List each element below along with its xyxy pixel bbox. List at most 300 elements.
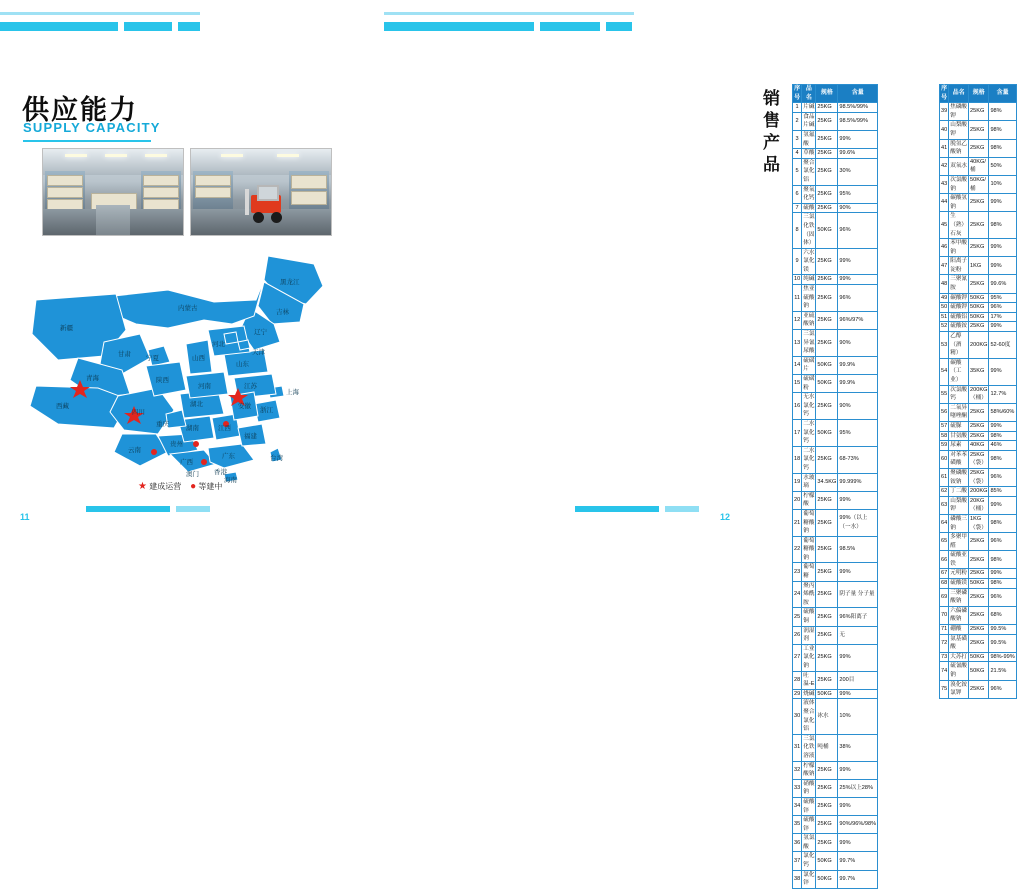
cell-name: 食品片碱 <box>802 112 816 130</box>
cell-content: 99%（以上（一水） <box>838 509 878 536</box>
cell-content: 96% <box>989 468 1016 486</box>
pallet-stack <box>291 175 327 189</box>
cell-name: 硫酸锌 <box>802 797 816 815</box>
map-legend <box>138 481 222 492</box>
product-table-right <box>939 84 1017 699</box>
map-label-sichuan: 四川 <box>132 408 145 416</box>
cell-spec: 25KG <box>969 103 989 121</box>
footer-decoration <box>176 506 210 512</box>
cell-index: 11 <box>793 285 802 312</box>
cell-index: 34 <box>793 797 802 815</box>
table-row <box>940 496 1017 514</box>
cell-content: 99% <box>838 248 878 275</box>
cell-name: 二水氯化钙 <box>802 446 816 473</box>
cell-index: 64 <box>940 514 949 532</box>
cell-spec: 25KG <box>816 185 838 203</box>
table-row <box>793 311 878 329</box>
cell-name: 水玻璃 <box>802 473 816 491</box>
map-label-liaoning: 辽宁 <box>254 328 267 336</box>
table-row <box>793 275 878 285</box>
cell-index: 66 <box>940 551 949 569</box>
col-spec: 规格 <box>969 85 989 103</box>
cell-spec: 50KG <box>816 375 838 393</box>
cell-content: 99% <box>989 569 1016 579</box>
pallet-stack <box>143 175 179 186</box>
cell-index: 48 <box>940 275 949 293</box>
cell-content: 99% <box>989 194 1016 212</box>
table-row <box>793 581 878 608</box>
table-row <box>940 275 1017 293</box>
cell-name: 大苏打 <box>949 652 969 662</box>
cell-spec: 25KG（袋） <box>969 468 989 486</box>
table-row <box>940 551 1017 569</box>
col-content: 含量 <box>838 85 878 103</box>
wheel <box>253 212 264 223</box>
cell-content: 99% <box>838 797 878 815</box>
cell-content: 98% <box>989 514 1016 532</box>
lamp-icon <box>65 154 87 157</box>
page-title: 供应能力 <box>22 95 138 125</box>
cell-index: 35 <box>793 816 802 834</box>
cell-name: 硫磺片 <box>802 356 816 374</box>
table-row <box>793 779 878 797</box>
pallet-stack <box>47 187 83 198</box>
table-row <box>793 248 878 275</box>
map-label-gansu: 甘肃 <box>118 350 131 358</box>
cell-index: 69 <box>940 588 949 606</box>
cell-spec: 25KG <box>816 797 838 815</box>
title-underline <box>23 140 151 142</box>
col-spec: 规格 <box>816 85 838 103</box>
table-row <box>793 626 878 644</box>
map-label-jiangxi: 江西 <box>218 424 231 432</box>
cell-spec: 50KG <box>969 652 989 662</box>
cell-content: 99.7% <box>838 852 878 870</box>
cell-name: 葡萄糖 <box>802 563 816 581</box>
cell-index: 19 <box>793 473 802 491</box>
table-row <box>940 293 1017 303</box>
pallet-stack <box>195 175 231 186</box>
table-row <box>793 834 878 852</box>
table-row <box>940 514 1017 532</box>
cell-index: 21 <box>793 509 802 536</box>
map-label-taiwan: 台湾 <box>270 454 283 462</box>
cell-index: 4 <box>793 149 802 159</box>
cell-spec: 50KG <box>816 852 838 870</box>
cell-index: 68 <box>940 579 949 589</box>
cell-spec: 25KG <box>969 421 989 431</box>
table-row <box>793 112 878 130</box>
cell-name: 聚磷酸铵钠 <box>949 468 969 486</box>
warehouse-photo-2 <box>190 148 332 236</box>
table-row <box>793 536 878 563</box>
cell-index: 23 <box>793 563 802 581</box>
cell-spec: 吨桶 <box>816 734 838 761</box>
cell-index: 44 <box>940 194 949 212</box>
cell-index: 47 <box>940 257 949 275</box>
page-subtitle: SUPPLY CAPACITY <box>23 120 161 135</box>
cell-index: 2 <box>793 112 802 130</box>
map-label-guizhou: 贵州 <box>170 440 183 448</box>
cell-spec: 25KG <box>816 563 838 581</box>
table-row <box>940 421 1017 431</box>
cell-content: 30% <box>838 158 878 185</box>
cell-name: 硫酸亚铁 <box>949 551 969 569</box>
cell-index: 30 <box>793 699 802 734</box>
cell-spec: 200KG（桶） <box>969 385 989 403</box>
cell-name: 苯甲酸钠 <box>949 239 969 257</box>
table-row <box>940 175 1017 193</box>
cell-spec: 25KG <box>969 569 989 579</box>
map-label-yunnan: 云南 <box>128 446 141 454</box>
table-row <box>793 644 878 671</box>
cell-spec: 200KG <box>969 332 989 359</box>
cell-spec: 25KG <box>816 130 838 148</box>
cell-index: 73 <box>940 652 949 662</box>
cell-name: 片碱 <box>802 103 816 113</box>
cell-name: 硝酸钠 <box>802 779 816 797</box>
cell-index: 60 <box>940 450 949 468</box>
cell-name: 甘氨酸 <box>949 431 969 441</box>
cell-index: 74 <box>940 662 949 680</box>
cell-name: 硫酸 <box>802 203 816 213</box>
cell-content: 98% <box>989 551 1016 569</box>
cell-name: 聚丙烯酰胺 <box>802 581 816 608</box>
cell-content: 96%阳离子 <box>838 608 878 626</box>
map-label-zhejiang: 浙江 <box>260 406 273 414</box>
table-row <box>793 473 878 491</box>
cell-index: 20 <box>793 491 802 509</box>
cell-content: 99.6% <box>838 149 878 159</box>
cell-spec: 25KG <box>816 112 838 130</box>
cell-index: 37 <box>793 852 802 870</box>
cell-content: 99% <box>838 275 878 285</box>
pallet-stack <box>143 187 179 198</box>
map-label-guangdong: 广东 <box>222 452 235 460</box>
cell-index: 43 <box>940 175 949 193</box>
cell-index: 49 <box>940 293 949 303</box>
cell-spec: 25KG <box>816 536 838 563</box>
map-label-qinghai: 青海 <box>86 374 99 382</box>
cell-spec: 25KG <box>816 330 838 357</box>
cell-spec: 50KG <box>816 419 838 446</box>
cell-name: 对苯苯磺酸 <box>949 450 969 468</box>
cell-spec: 25KG <box>816 834 838 852</box>
warehouse-photo-1 <box>42 148 184 236</box>
province-beijing <box>224 332 238 344</box>
cell-content: 99.7% <box>838 870 878 888</box>
cell-content: 95% <box>838 419 878 446</box>
table-row <box>793 185 878 203</box>
cell-name: 三聚氰胺 <box>949 275 969 293</box>
cell-index: 75 <box>940 680 949 698</box>
cell-content: 99% <box>838 563 878 581</box>
cell-content: 98% <box>989 450 1016 468</box>
cell-name: 二水氯化钙 <box>802 419 816 446</box>
table-row <box>940 579 1017 589</box>
map-label-xizang: 西藏 <box>56 402 69 410</box>
cell-name: 柠檬酸钠 <box>802 761 816 779</box>
cell-spec: 25KG <box>969 533 989 551</box>
cell-spec: 25KG <box>816 285 838 312</box>
cell-content: 99% <box>838 761 878 779</box>
cell-name: 山梨酸钾 <box>949 121 969 139</box>
cell-content: 99% <box>838 130 878 148</box>
cell-index: 57 <box>940 421 949 431</box>
cell-spec: 25KG（袋） <box>969 450 989 468</box>
cell-name: 脱氢乙酸钠 <box>949 139 969 157</box>
cell-content: 99% <box>989 322 1016 332</box>
cell-index: 63 <box>940 496 949 514</box>
cell-name: 六水氯化镁 <box>802 248 816 275</box>
table-row <box>793 285 878 312</box>
cell-index: 28 <box>793 671 802 689</box>
cell-index: 55 <box>940 385 949 403</box>
table-row <box>940 332 1017 359</box>
cell-name: 碳酸钾 <box>949 293 969 303</box>
cell-name: 焦亚硫酸钠 <box>802 285 816 312</box>
cell-name: 硫磺粉 <box>802 375 816 393</box>
cell-name: 柠檬酸 <box>802 491 816 509</box>
table-row <box>793 563 878 581</box>
table-row <box>940 157 1017 175</box>
footer-decoration <box>665 506 699 512</box>
table-row <box>940 625 1017 635</box>
table-row <box>940 212 1017 239</box>
cell-spec: 40KG <box>969 441 989 451</box>
table-row <box>940 139 1017 157</box>
cell-name: 吐温-E <box>802 671 816 689</box>
cell-spec: 50KG <box>969 303 989 313</box>
map-label-xianggang: 香港 <box>214 468 227 476</box>
cell-index: 42 <box>940 157 949 175</box>
cell-index: 1 <box>793 103 802 113</box>
table-row <box>940 385 1017 403</box>
cell-index: 22 <box>793 536 802 563</box>
cell-content: 98.5%/99% <box>838 112 878 130</box>
table-row <box>793 446 878 473</box>
cell-name: 硫脲 <box>949 421 969 431</box>
cell-spec: 25KG <box>816 581 838 608</box>
table-row <box>793 330 878 357</box>
cell-index: 70 <box>940 606 949 624</box>
cell-content: 10% <box>989 175 1016 193</box>
cell-spec: 25KG <box>969 551 989 569</box>
cell-spec: 50KG <box>969 293 989 303</box>
cell-index: 13 <box>793 330 802 357</box>
cell-spec: 25KG <box>816 203 838 213</box>
table-row <box>940 103 1017 121</box>
cell-content: 96% <box>989 588 1016 606</box>
cell-index: 41 <box>940 139 949 157</box>
cell-spec: 50KG/桶 <box>969 175 989 193</box>
map-label-ningxia: 宁夏 <box>146 354 159 362</box>
cell-index: 24 <box>793 581 802 608</box>
table-row <box>940 588 1017 606</box>
cell-index: 12 <box>793 311 802 329</box>
map-label-tianjin: 天津 <box>252 348 265 356</box>
cell-name: 尿素 <box>949 441 969 451</box>
map-label-shanghai: 上海 <box>286 388 299 396</box>
table-header-row <box>940 85 1017 103</box>
cell-name: 硫酸锌 <box>802 816 816 834</box>
cell-index: 18 <box>793 446 802 473</box>
table-row <box>793 130 878 148</box>
cell-name: 氯化钙 <box>802 852 816 870</box>
table-row <box>940 312 1017 322</box>
cell-content: 98% <box>989 121 1016 139</box>
col-content: 含量 <box>989 85 1016 103</box>
table-row <box>940 487 1017 497</box>
cell-content: 85% <box>989 487 1016 497</box>
cell-content: 98% <box>989 579 1016 589</box>
cell-index: 27 <box>793 644 802 671</box>
table-row <box>793 852 878 870</box>
cell-content: 21.5% <box>989 662 1016 680</box>
cell-content: 98% <box>989 431 1016 441</box>
map-label-hebei: 河北 <box>212 340 225 348</box>
cell-name: 元明粉 <box>949 569 969 579</box>
table-row <box>940 468 1017 486</box>
cell-spec: 25KG <box>969 431 989 441</box>
table-row <box>793 491 878 509</box>
cell-spec: 50KG <box>816 870 838 888</box>
cell-spec: 50KG <box>816 213 838 248</box>
section-title-vertical: 销售产品 <box>763 89 781 174</box>
cell-content: 99% <box>838 689 878 699</box>
cell-spec: 25KG <box>816 671 838 689</box>
cell-index: 14 <box>793 356 802 374</box>
cell-name: 硫氰酸钠 <box>949 662 969 680</box>
province-tianjin <box>238 340 250 350</box>
map-label-anhui: 安徽 <box>238 402 251 410</box>
map-label-guangxi: 广西 <box>180 458 193 466</box>
table-row <box>940 450 1017 468</box>
cell-spec: 25KG <box>816 779 838 797</box>
cell-spec: 1KG（袋） <box>969 514 989 532</box>
cell-index: 65 <box>940 533 949 551</box>
cell-content: 96% <box>838 213 878 248</box>
cell-name: 氢氯酸 <box>802 834 816 852</box>
cell-spec: 25KG <box>816 446 838 473</box>
cell-name: 磷酸三钠 <box>949 514 969 532</box>
map-label-aomen: 澳门 <box>186 470 199 478</box>
map-label-jiangsu: 江苏 <box>244 382 257 390</box>
map-label-hunan: 湖南 <box>186 424 199 432</box>
cell-spec: 25KG <box>969 680 989 698</box>
table-row <box>940 303 1017 313</box>
col-name: 品名 <box>802 85 816 103</box>
cell-content: 99.9% <box>838 356 878 374</box>
cell-spec: 25KG <box>969 322 989 332</box>
cell-name: 溴化铵氯钾 <box>949 680 969 698</box>
cell-spec: 25KG <box>969 625 989 635</box>
cell-spec: 50KG <box>816 356 838 374</box>
pallet-stack <box>195 187 231 198</box>
cell-spec: 25KG <box>816 509 838 536</box>
cell-content: 99% <box>838 834 878 852</box>
cell-name: 次氯酸钙 <box>949 385 969 403</box>
table-row <box>793 203 878 213</box>
cell-content: 98% <box>989 103 1016 121</box>
cell-spec: 25KG <box>816 311 838 329</box>
table-row <box>940 322 1017 332</box>
fork <box>245 189 249 215</box>
cell-content: 46% <box>989 441 1016 451</box>
cell-spec: 25KG <box>969 403 989 421</box>
map-dot-yunnan <box>151 449 157 455</box>
cell-name: 生（熟）石灰 <box>949 212 969 239</box>
cell-name: 烧碱 <box>802 689 816 699</box>
legend-star-label: 建成运营 <box>149 482 182 491</box>
cell-index: 46 <box>940 239 949 257</box>
table-row <box>793 734 878 761</box>
table-row <box>793 393 878 420</box>
cell-name: 碳酸氢钠 <box>949 194 969 212</box>
cell-index: 33 <box>793 779 802 797</box>
legend-dot-icon: ● <box>190 481 197 492</box>
map-label-xinjiang: 新疆 <box>60 324 73 332</box>
cell-index: 72 <box>940 634 949 652</box>
cell-index: 17 <box>793 419 802 446</box>
cell-spec: 25KG <box>816 608 838 626</box>
cell-spec: 25KG <box>969 588 989 606</box>
table-row <box>793 797 878 815</box>
table-row <box>940 533 1017 551</box>
cell-spec: 25KG <box>816 644 838 671</box>
cell-spec: 20KG（桶） <box>969 496 989 514</box>
table-row <box>793 689 878 699</box>
cell-content: 200目 <box>838 671 878 689</box>
table-row <box>793 213 878 248</box>
cell-content: 99.5% <box>989 625 1016 635</box>
cell-content: 25%以上28% <box>838 779 878 797</box>
cell-spec: 1KG <box>969 257 989 275</box>
cell-content: 90% <box>838 393 878 420</box>
table-row <box>793 509 878 536</box>
cell-name: 乙醇（酒精） <box>949 332 969 359</box>
cell-name: 氯化锌 <box>802 870 816 888</box>
cell-content: 58%/60% <box>989 403 1016 421</box>
cell-spec: 25KG <box>816 103 838 113</box>
cell-name: 三氯化铁（固体） <box>802 213 816 248</box>
cell-content: 95% <box>989 293 1016 303</box>
cell-spec: 25KG <box>969 275 989 293</box>
cell-index: 50 <box>940 303 949 313</box>
right-page <box>375 0 1015 887</box>
table-row <box>940 358 1017 385</box>
cell-name: 焦磷酸钾 <box>949 103 969 121</box>
cell-content: 68-73% <box>838 446 878 473</box>
table-row <box>940 652 1017 662</box>
cell-content: 99% <box>989 496 1016 514</box>
cell-index: 61 <box>940 468 949 486</box>
cell-spec: 40KG/桶 <box>969 157 989 175</box>
aisle <box>96 205 130 235</box>
cell-name: 阳离子淀粉 <box>949 257 969 275</box>
table-row <box>940 441 1017 451</box>
cell-index: 31 <box>793 734 802 761</box>
cell-index: 5 <box>793 158 802 185</box>
cell-name: 氢氟酸 <box>802 130 816 148</box>
cell-content: 10% <box>838 699 878 734</box>
cell-name: 双氧水 <box>949 157 969 175</box>
cell-index: 36 <box>793 834 802 852</box>
cell-spec: 25KG <box>816 491 838 509</box>
table-row <box>793 103 878 113</box>
pallet-stack <box>47 175 83 186</box>
cell-name: 氨基磺酸 <box>949 634 969 652</box>
